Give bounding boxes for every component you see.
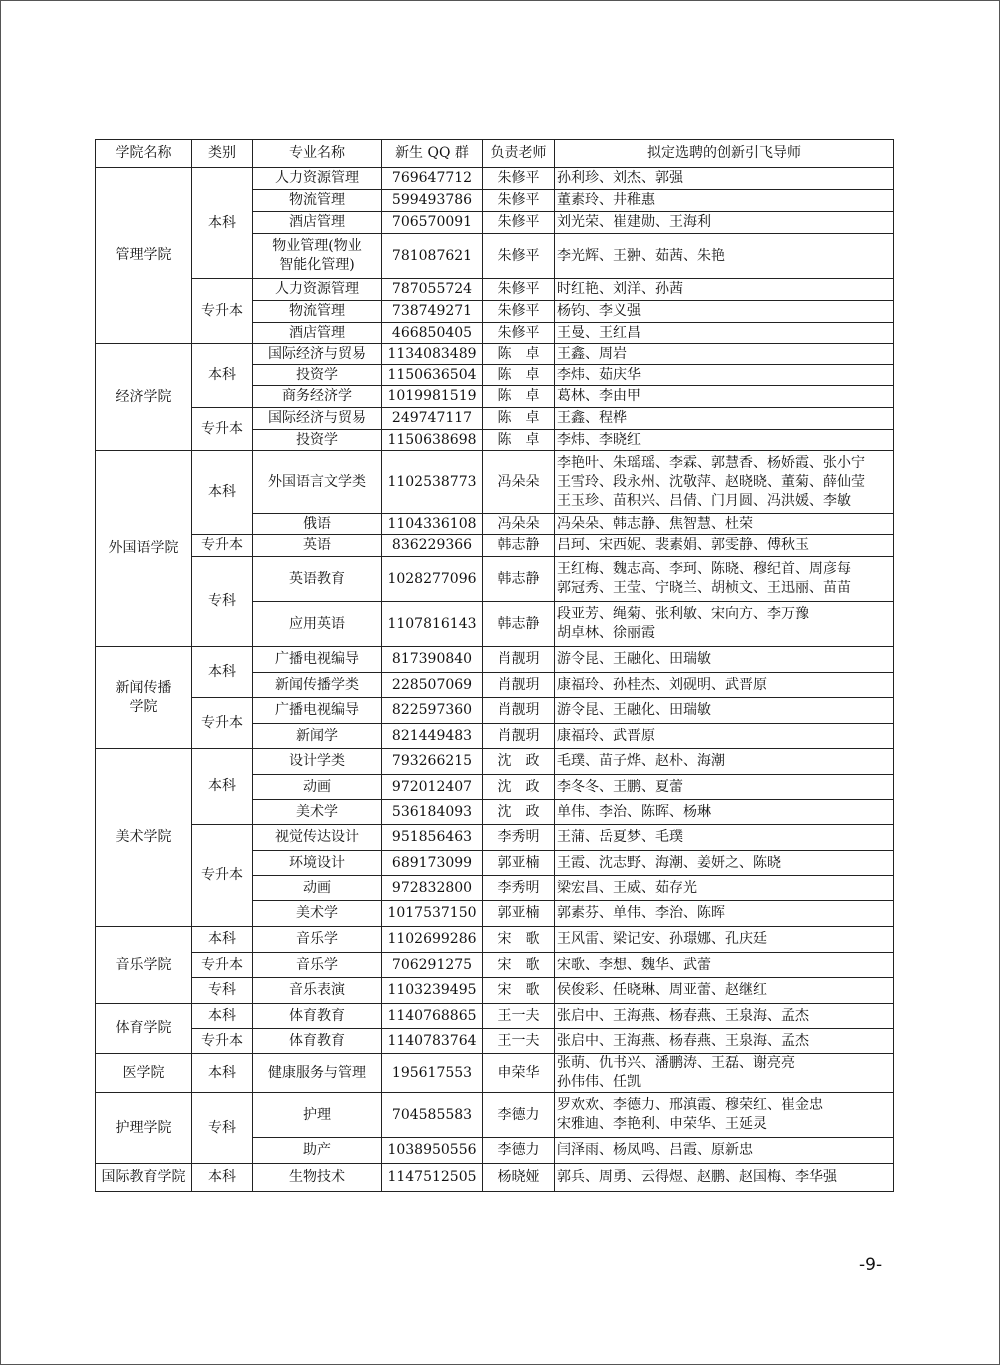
table-row [96,535,894,557]
teacher-cell: 杨晓娅 [483,1164,555,1192]
table-row [96,953,894,978]
category-cell: 本科 [192,749,253,825]
major-cell: 投资学 [253,365,382,386]
teacher-cell: 陈 卓 [483,386,555,408]
tutors-cell: 李炜、茹庆华 [555,365,894,386]
header-major: 专业名称 [253,140,382,168]
qq-group-cell: 1150638698 [382,430,483,451]
qq-group-cell: 1140768865 [382,1004,483,1029]
category-cell: 专科 [192,557,253,647]
tutors-cell: 张启中、王海燕、杨春燕、王泉海、孟杰 [555,1004,894,1029]
qq-group-cell: 822597360 [382,698,483,724]
category-cell: 本科 [192,344,253,408]
category-cell: 专升本 [192,1029,253,1054]
major-cell: 应用英语 [253,602,382,647]
major-cell: 物流管理 [253,301,382,323]
table-row [96,825,894,851]
category-cell: 专升本 [192,953,253,978]
major-cell: 美术学 [253,901,382,927]
tutors-cell: 梁宏昌、王威、茹存光 [555,876,894,901]
tutors-cell: 李光辉、王翀、茹茜、朱艳 [555,234,894,279]
college-cell: 体育学院 [96,1004,192,1054]
major-cell: 新闻学 [253,724,382,749]
tutors-cell: 王红梅、魏志高、李珂、陈晓、穆纪首、周彦每 郭冠秀、王莹、宁晓兰、胡桢文、王迅丽、苗苗 [555,557,894,602]
major-cell: 广播电视编导 [253,647,382,673]
qq-group-cell: 1017537150 [382,901,483,927]
major-cell: 外国语言文学类 [253,451,382,514]
qq-group-cell: 1019981519 [382,386,483,408]
major-cell: 商务经济学 [253,386,382,408]
teacher-cell: 郭亚楠 [483,851,555,876]
major-cell: 俄语 [253,514,382,535]
table-row [96,557,894,602]
qq-group-cell: 1103239495 [382,978,483,1004]
teacher-cell: 陈 卓 [483,365,555,386]
table-row [96,698,894,724]
qq-group-cell: 706291275 [382,953,483,978]
header-college: 学院名称 [96,140,192,168]
qq-group-cell: 951856463 [382,825,483,851]
tutors-cell: 李冬冬、王鹏、夏蕾 [555,775,894,800]
teacher-cell: 肖靓玥 [483,724,555,749]
teacher-cell: 朱修平 [483,234,555,279]
major-cell: 动画 [253,876,382,901]
category-cell: 专升本 [192,698,253,749]
qq-group-cell: 704585583 [382,1093,483,1138]
table-header-row [96,140,894,168]
category-cell: 本科 [192,168,253,279]
qq-group-cell: 1107816143 [382,602,483,647]
major-cell: 美术学 [253,800,382,825]
qq-group-cell: 599493786 [382,190,483,212]
teacher-cell: 朱修平 [483,168,555,190]
tutors-cell: 李艳叶、朱瑶瑶、李霖、郭慧香、杨娇霞、张小宁 王雪玲、段永州、沈敬萍、赵晓晓、董菊、薛仙莹 王玉珍、苗积兴、吕倩、门月圆、冯洪媛、李敏 [555,451,894,514]
tutors-cell: 侯俊彩、任晓琳、周亚蕾、赵继红 [555,978,894,1004]
category-cell: 专升本 [192,408,253,451]
tutors-cell: 刘光荣、崔建勋、王海利 [555,212,894,234]
teacher-cell: 朱修平 [483,212,555,234]
major-cell: 体育教育 [253,1004,382,1029]
tutors-cell: 王鑫、周岩 [555,344,894,365]
teacher-cell: 朱修平 [483,279,555,301]
category-cell: 专科 [192,978,253,1004]
category-cell: 本科 [192,451,253,535]
major-cell: 英语教育 [253,557,382,602]
major-cell: 物流管理 [253,190,382,212]
college-cell: 经济学院 [96,344,192,451]
tutors-cell: 罗欢欢、李德力、邢滇霞、穆荣红、崔金忠 宋雅迪、李艳利、申荣华、王延灵 [555,1093,894,1138]
tutors-cell: 杨钧、李义强 [555,301,894,323]
teacher-cell: 肖靓玥 [483,647,555,673]
teacher-cell: 韩志静 [483,602,555,647]
college-cell: 医学院 [96,1054,192,1093]
table-row [96,451,894,514]
tutors-cell: 王鑫、程桦 [555,408,894,430]
tutors-cell: 郭兵、周勇、云得煜、赵鹏、赵国梅、李华强 [555,1164,894,1192]
qq-group-cell: 1028277096 [382,557,483,602]
teacher-cell: 肖靓玥 [483,673,555,698]
qq-group-cell: 817390840 [382,647,483,673]
major-cell: 新闻传播学类 [253,673,382,698]
teacher-cell: 郭亚楠 [483,901,555,927]
header-tutors: 拟定选聘的创新引飞导师 [555,140,894,168]
tutors-cell: 康福玲、孙桂杰、刘砚明、武晋原 [555,673,894,698]
major-cell: 音乐学 [253,953,382,978]
page-number: -9- [859,1255,883,1275]
major-cell: 酒店管理 [253,323,382,344]
tutors-cell: 王蒲、岳夏梦、毛璞 [555,825,894,851]
category-cell: 专升本 [192,535,253,557]
category-cell: 专升本 [192,825,253,927]
major-cell: 物业管理(物业 智能化管理) [253,234,382,279]
tutors-cell: 游令昆、王融化、田瑞敏 [555,647,894,673]
table-row [96,1164,894,1192]
qq-group-cell: 228507069 [382,673,483,698]
table-row [96,647,894,673]
tutors-cell: 董素玲、井稚惠 [555,190,894,212]
teacher-cell: 李德力 [483,1093,555,1138]
college-cell: 管理学院 [96,168,192,344]
qq-group-cell: 1104336108 [382,514,483,535]
teacher-cell: 宋 歌 [483,953,555,978]
teacher-cell: 李秀明 [483,825,555,851]
qq-group-cell: 836229366 [382,535,483,557]
tutors-cell: 孙利珍、刘杰、郭强 [555,168,894,190]
qq-group-cell: 781087621 [382,234,483,279]
qq-group-cell: 1147512505 [382,1164,483,1192]
college-cell: 新闻传播 学院 [96,647,192,749]
table-row [96,408,894,430]
teacher-cell: 陈 卓 [483,344,555,365]
qq-group-cell: 793266215 [382,749,483,775]
table-row [96,1054,894,1093]
major-cell: 国际经济与贸易 [253,344,382,365]
teacher-cell: 陈 卓 [483,430,555,451]
college-cell: 音乐学院 [96,927,192,1004]
college-cell: 美术学院 [96,749,192,927]
teacher-cell: 韩志静 [483,557,555,602]
teacher-cell: 王一夫 [483,1004,555,1029]
college-cell: 外国语学院 [96,451,192,647]
major-cell: 人力资源管理 [253,168,382,190]
tutors-cell: 时红艳、刘洋、孙茜 [555,279,894,301]
college-cell: 国际教育学院 [96,1164,192,1192]
teacher-cell: 肖靓玥 [483,698,555,724]
table-row [96,1029,894,1054]
major-cell: 国际经济与贸易 [253,408,382,430]
header-teacher: 负责老师 [483,140,555,168]
table-row [96,1004,894,1029]
qq-group-cell: 466850405 [382,323,483,344]
category-cell: 本科 [192,1054,253,1093]
teacher-cell: 陈 卓 [483,408,555,430]
qq-group-cell: 972832800 [382,876,483,901]
major-cell: 广播电视编导 [253,698,382,724]
tutors-cell: 毛璞、苗子烨、赵朴、海潮 [555,749,894,775]
major-cell: 健康服务与管理 [253,1054,382,1093]
tutors-cell: 游令昆、王融化、田瑞敏 [555,698,894,724]
tutors-cell: 张萌、仇书兴、潘鹏涛、王磊、谢亮亮 孙伟伟、任凯 [555,1054,894,1093]
category-cell: 本科 [192,1004,253,1029]
qq-group-cell: 821449483 [382,724,483,749]
tutors-cell: 宋歌、李想、魏华、武蕾 [555,953,894,978]
teacher-cell: 李德力 [483,1138,555,1164]
tutors-cell: 王风雷、梁记安、孙璟娜、孔庆廷 [555,927,894,953]
teacher-cell: 李秀明 [483,876,555,901]
major-cell: 动画 [253,775,382,800]
table-row [96,749,894,775]
tutors-cell: 单伟、李治、陈晖、杨琳 [555,800,894,825]
major-cell: 人力资源管理 [253,279,382,301]
teacher-cell: 沈 政 [483,775,555,800]
qq-group-cell: 195617553 [382,1054,483,1093]
category-cell: 本科 [192,927,253,953]
qq-group-cell: 689173099 [382,851,483,876]
table-row [96,978,894,1004]
tutors-cell: 吕珂、宋西妮、裴素娟、郭雯静、傅秋玉 [555,535,894,557]
header-category: 类别 [192,140,253,168]
qq-group-cell: 738749271 [382,301,483,323]
major-cell: 设计学类 [253,749,382,775]
major-cell: 护理 [253,1093,382,1138]
tutors-cell: 王霞、沈志野、海潮、姜妍之、陈晓 [555,851,894,876]
tutors-cell: 王曼、王红昌 [555,323,894,344]
teacher-cell: 韩志静 [483,535,555,557]
major-cell: 投资学 [253,430,382,451]
qq-group-cell: 787055724 [382,279,483,301]
header-qq-group: 新生 QQ 群 [382,140,483,168]
qq-group-cell: 706570091 [382,212,483,234]
tutors-cell: 段亚芳、绳菊、张利敏、宋向方、李万豫 胡卓林、徐丽霞 [555,602,894,647]
qq-group-cell: 1134083489 [382,344,483,365]
qq-group-cell: 1038950556 [382,1138,483,1164]
tutors-cell: 李炜、李晓红 [555,430,894,451]
major-cell: 视觉传达设计 [253,825,382,851]
major-cell: 环境设计 [253,851,382,876]
teacher-cell: 朱修平 [483,323,555,344]
tutors-cell: 康福玲、武晋原 [555,724,894,749]
tutors-cell: 葛林、李由甲 [555,386,894,408]
teacher-cell: 沈 政 [483,800,555,825]
teacher-cell: 宋 歌 [483,978,555,1004]
teacher-cell: 沈 政 [483,749,555,775]
teacher-cell: 冯朵朵 [483,514,555,535]
category-cell: 专升本 [192,279,253,344]
major-cell: 酒店管理 [253,212,382,234]
qq-group-cell: 1102538773 [382,451,483,514]
category-cell: 专科 [192,1093,253,1164]
qq-group-cell: 1150636504 [382,365,483,386]
tutors-cell: 闫泽雨、杨凤鸣、吕霞、原新忠 [555,1138,894,1164]
qq-group-cell: 1140783764 [382,1029,483,1054]
major-cell: 生物技术 [253,1164,382,1192]
major-cell: 助产 [253,1138,382,1164]
major-cell: 音乐表演 [253,978,382,1004]
qq-group-cell: 249747117 [382,408,483,430]
tutor-assignment-table [95,139,894,1192]
teacher-cell: 宋 歌 [483,927,555,953]
table-row [96,1093,894,1138]
table-row [96,168,894,190]
teacher-cell: 王一夫 [483,1029,555,1054]
teacher-cell: 冯朵朵 [483,451,555,514]
major-cell: 音乐学 [253,927,382,953]
tutors-cell: 冯朵朵、韩志静、焦智慧、杜荣 [555,514,894,535]
college-cell: 护理学院 [96,1093,192,1164]
teacher-cell: 申荣华 [483,1054,555,1093]
qq-group-cell: 769647712 [382,168,483,190]
tutors-cell: 张启中、王海燕、杨春燕、王泉海、孟杰 [555,1029,894,1054]
major-cell: 英语 [253,535,382,557]
category-cell: 本科 [192,1164,253,1192]
table-row [96,279,894,301]
qq-group-cell: 536184093 [382,800,483,825]
table-row [96,344,894,365]
table-row [96,927,894,953]
qq-group-cell: 972012407 [382,775,483,800]
teacher-cell: 朱修平 [483,301,555,323]
category-cell: 本科 [192,647,253,698]
major-cell: 体育教育 [253,1029,382,1054]
qq-group-cell: 1102699286 [382,927,483,953]
tutors-cell: 郭素芬、单伟、李治、陈晖 [555,901,894,927]
teacher-cell: 朱修平 [483,190,555,212]
table-body [96,168,894,1192]
